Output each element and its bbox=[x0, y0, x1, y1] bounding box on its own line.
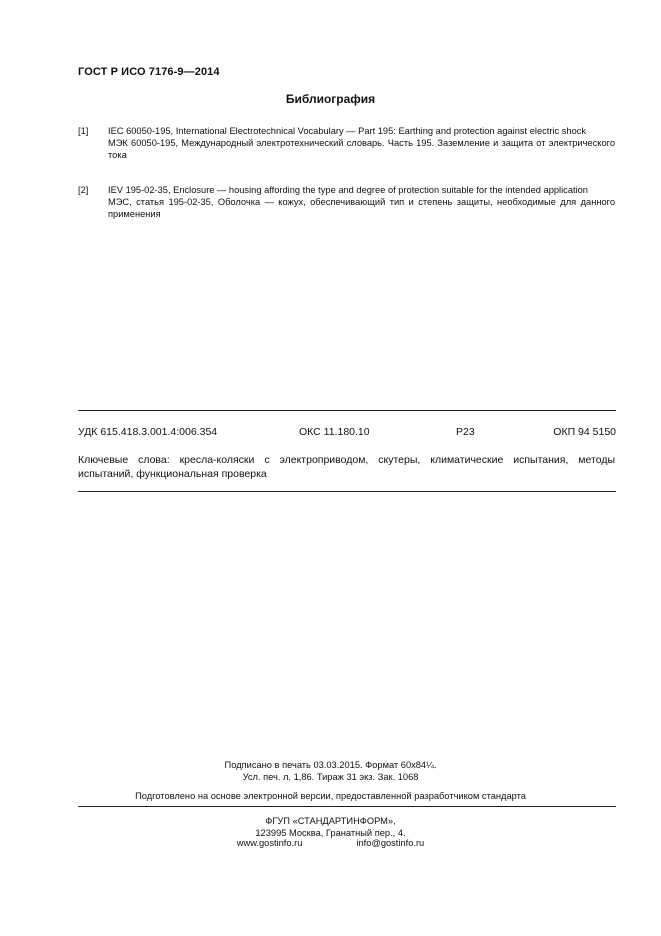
print-info: Усл. печ. л. 1,86. Тираж 31 экз. Зак. 1068 bbox=[242, 772, 419, 782]
classification-row bbox=[78, 426, 616, 440]
keywords: Ключевые слова: кресла-коляски с электроприводом, скутеры, климатические испытания, методы испытаний, функциональная проверка bbox=[78, 454, 615, 480]
website-link[interactable]: www.gostinfo.ru bbox=[236, 838, 303, 848]
oks-code: ОКС 11.180.10 bbox=[299, 426, 370, 438]
document-id: ГОСТ Р ИСО 7176-9—2014 bbox=[78, 66, 220, 78]
okp-code: ОКП 94 5150 bbox=[553, 426, 616, 438]
reference-number: [1] bbox=[78, 126, 89, 136]
email-link[interactable]: info@gostinfo.ru bbox=[356, 838, 425, 848]
prepared-note: Подготовлено на основе электронной версии, предоставленной разработчиком стандарта bbox=[135, 791, 526, 801]
publisher-name: ФГУП «СТАНДАРТИНФОРМ», bbox=[265, 816, 396, 826]
divider bbox=[78, 806, 616, 807]
divider bbox=[78, 491, 616, 492]
publisher-address: 123995 Москва, Гранатный пер., 4. bbox=[255, 828, 406, 838]
reference-item bbox=[78, 184, 615, 220]
divider bbox=[78, 410, 616, 411]
group-code: Р23 bbox=[456, 426, 475, 438]
reference-russian: МЭК 60050-195, Международный электротехнический словарь. Часть 195. Заземление и защита от электрического тока bbox=[108, 138, 615, 160]
reference-english: IEC 60050-195, International Electrotechnical Vocabulary — Part 195: Earthing and protection against electric shock bbox=[108, 126, 587, 136]
page-title: Библиография bbox=[285, 92, 376, 106]
udk-code: УДК 615.418.3.001.4:006.354 bbox=[78, 426, 218, 438]
reference-item bbox=[78, 125, 615, 161]
signed-info: Подписано в печать 03.03.2015. Формат 60x84¼. bbox=[224, 760, 437, 770]
reference-number: [2] bbox=[78, 185, 89, 195]
contact-links bbox=[0, 838, 661, 848]
reference-russian: МЭС, статья 195-02-35, Оболочка — кожух, обеспечивающий тип и степень защиты, необходимые для данного применения bbox=[108, 197, 615, 219]
reference-english: IEV 195-02-35, Enclosure — housing affording the type and degree of protection suitable for the intended application bbox=[108, 185, 588, 195]
